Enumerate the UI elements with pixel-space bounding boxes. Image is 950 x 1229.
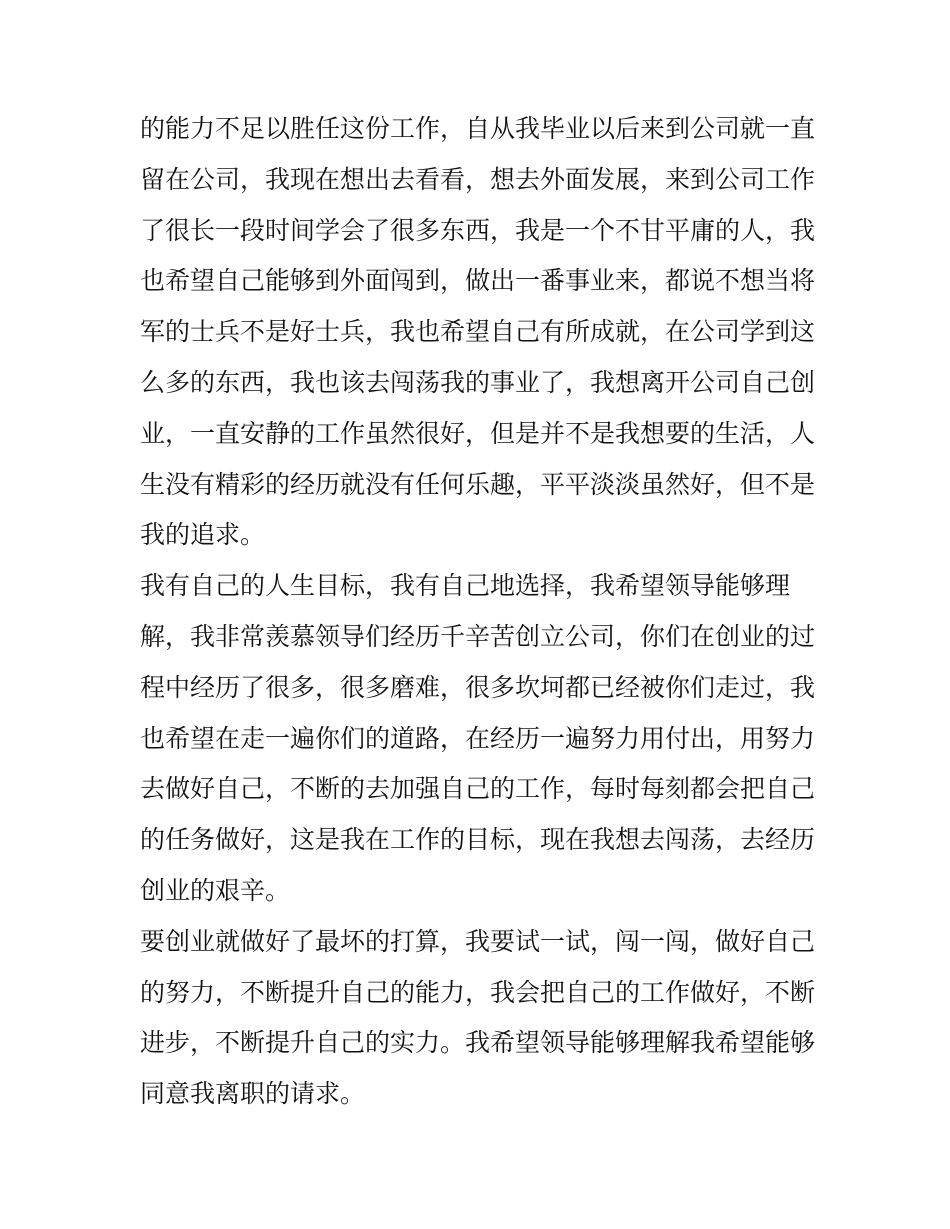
text-line: 创业的艰辛。 [140, 875, 291, 905]
text-line: 我有自己的人生目标，我有自己地选择，我希望领导能够理 [140, 571, 791, 601]
text-line: 也希望自己能够到外面闯到，做出一番事业来，都说不想当将 [140, 266, 816, 296]
text-line: 我的追求。 [140, 520, 266, 550]
text-line: 进步，不断提升自己的实力。我希望领导能够理解我希望能够 [140, 1028, 816, 1058]
text-line: 留在公司，我现在想出去看看，想去外面发展，来到公司工作 [140, 164, 816, 194]
text-line: 么多的东西，我也该去闯荡我的事业了，我想离开公司自己创 [140, 367, 816, 397]
text-line: 要创业就做好了最坏的打算，我要试一试，闯一闯，做好自己 [140, 926, 816, 956]
text-line: 了很长一段时间学会了很多东西，我是一个不甘平庸的人，我 [140, 215, 816, 245]
letter-body [140, 104, 820, 1120]
text-line: 去做好自己，不断的去加强自己的工作，每时每刻都会把自己 [140, 774, 816, 804]
text-line: 的能力不足以胜任这份工作，自从我毕业以后来到公司就一直 [140, 114, 816, 143]
text-line: 业，一直安静的工作虽然很好，但是并不是我想要的生活，人 [140, 418, 816, 448]
text-line: 军的士兵不是好士兵，我也希望自己有所成就，在公司学到这 [140, 317, 816, 347]
text-line: 同意我离职的请求。 [140, 1079, 366, 1109]
text-line: 也希望在走一遍你们的道路，在经历一遍努力用付出，用努力 [140, 723, 816, 753]
text-line: 生没有精彩的经历就没有任何乐趣，平平淡淡虽然好，但不是 [140, 469, 816, 499]
text-line: 的努力，不断提升自己的能力，我会把自己的工作做好，不断 [140, 977, 816, 1007]
text-line: 解，我非常羡慕领导们经历千辛苦创立公司，你们在创业的过 [140, 621, 816, 651]
text-line: 的任务做好，这是我在工作的目标，现在我想去闯荡，去经历 [140, 825, 816, 855]
text-line: 程中经历了很多，很多磨难，很多坎坷都已经被你们走过，我 [140, 672, 816, 702]
